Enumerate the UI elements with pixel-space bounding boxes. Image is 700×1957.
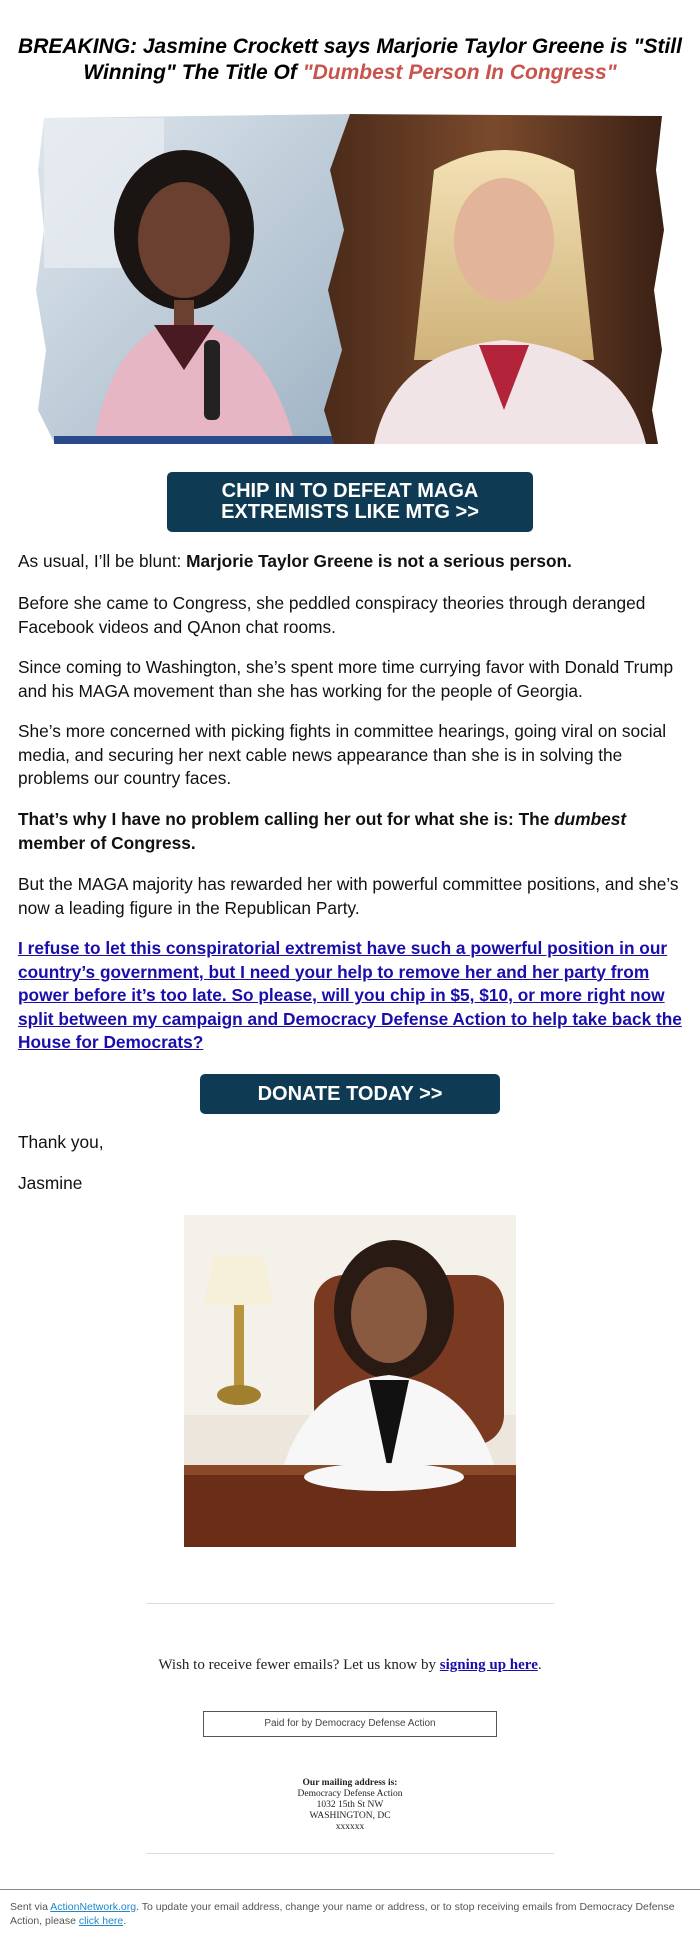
chip-in-button[interactable]: CHIP IN TO DEFEAT MAGA EXTREMISTS LIKE MTG >> — [167, 472, 533, 532]
paragraph-washington: Since coming to Washington, she’s spent more time currying favor with Donald Trump and his MAGA movement than she has working for the people of Georgia. — [18, 657, 674, 701]
portrait-image — [184, 1215, 516, 1547]
paragraph-fights: She’s more concerned with picking fights in committee hearings, going viral on social media, and securing her next cable news appearance than she is in solving the problems our country faces. — [18, 721, 667, 788]
mailing-heading: Our mailing address is: — [302, 1778, 398, 1788]
mailing-address — [0, 1778, 700, 1833]
footer-divider — [0, 1889, 700, 1890]
divider-top — [146, 1603, 554, 1604]
footer — [10, 1900, 690, 1928]
fewer-emails-text: Wish to receive fewer emails? Let us know by — [158, 1657, 440, 1673]
click-here-link[interactable]: click here — [78, 1915, 124, 1927]
fewer-emails-end: . — [537, 1657, 542, 1673]
hero-photo-collage — [34, 110, 666, 446]
mailing-org: Democracy Defense Action — [297, 1789, 403, 1799]
headline — [18, 34, 682, 86]
donate-today-button[interactable]: DONATE TODAY >> — [200, 1074, 500, 1114]
footer-rest: . To update your email address, change your name or address, or to stop receiving emails from Democracy Defense Action, please — [10, 1901, 675, 1927]
donation-ask-link[interactable]: I refuse to let this conspiratorial extremist have such a powerful position in our country’s government, but I need your help to remove her and her party from power before it’s too late. So please, will you chip in $5, $10, or more right now split between my campaign and Democracy Defense Action to help take back the House for Democrats? — [18, 938, 682, 1052]
paragraph-conspiracy: Before she came to Congress, she peddled conspiracy theories through deranged Facebook videos and QAnon chat rooms. — [18, 593, 646, 637]
paragraph-dumbest-em: dumbest — [554, 809, 627, 829]
paid-for-box: Paid for by Democracy Defense Action — [203, 1711, 497, 1737]
paragraph-dumbest-a: That’s why I have no problem calling her out for what she is: The — [18, 809, 555, 829]
signing-up-link[interactable]: signing up here — [439, 1657, 538, 1673]
mailing-street: 1032 15th St NW — [316, 1800, 384, 1810]
footer-end: . — [123, 1915, 127, 1927]
paragraph-blunt — [18, 550, 682, 574]
footer-sent-via: Sent via — [10, 1901, 51, 1913]
paragraph-majority: But the MAGA majority has rewarded her with powerful committee positions, and she’s now a leading figure in the Republican Party. — [18, 874, 679, 918]
mailing-zip: xxxxxx — [335, 1822, 365, 1832]
hero-image — [34, 110, 666, 446]
mailing-city: WASHINGTON, DC — [309, 1811, 391, 1821]
headline-highlight: "Dumbest Person In Congress" — [302, 61, 617, 84]
portrait-photo — [184, 1215, 516, 1547]
paragraph-dumbest — [18, 808, 682, 855]
signoff-thanks: Thank you, — [18, 1132, 104, 1152]
paragraph-blunt-bold: Marjorie Taylor Greene is not a serious person. — [186, 551, 572, 571]
fewer-emails — [0, 1657, 700, 1674]
actionnetwork-link[interactable]: ActionNetwork.org — [50, 1901, 137, 1913]
signoff-name: Jasmine — [18, 1173, 83, 1193]
headline-text: BREAKING: Jasmine Crockett says Marjorie Taylor Greene is "Still Winning" The Title Of — [18, 35, 682, 84]
paragraph-dumbest-b: member of Congress. — [18, 832, 196, 853]
divider-bottom — [146, 1853, 554, 1854]
paragraph-blunt-plain: As usual, I’ll be blunt: — [18, 551, 187, 571]
